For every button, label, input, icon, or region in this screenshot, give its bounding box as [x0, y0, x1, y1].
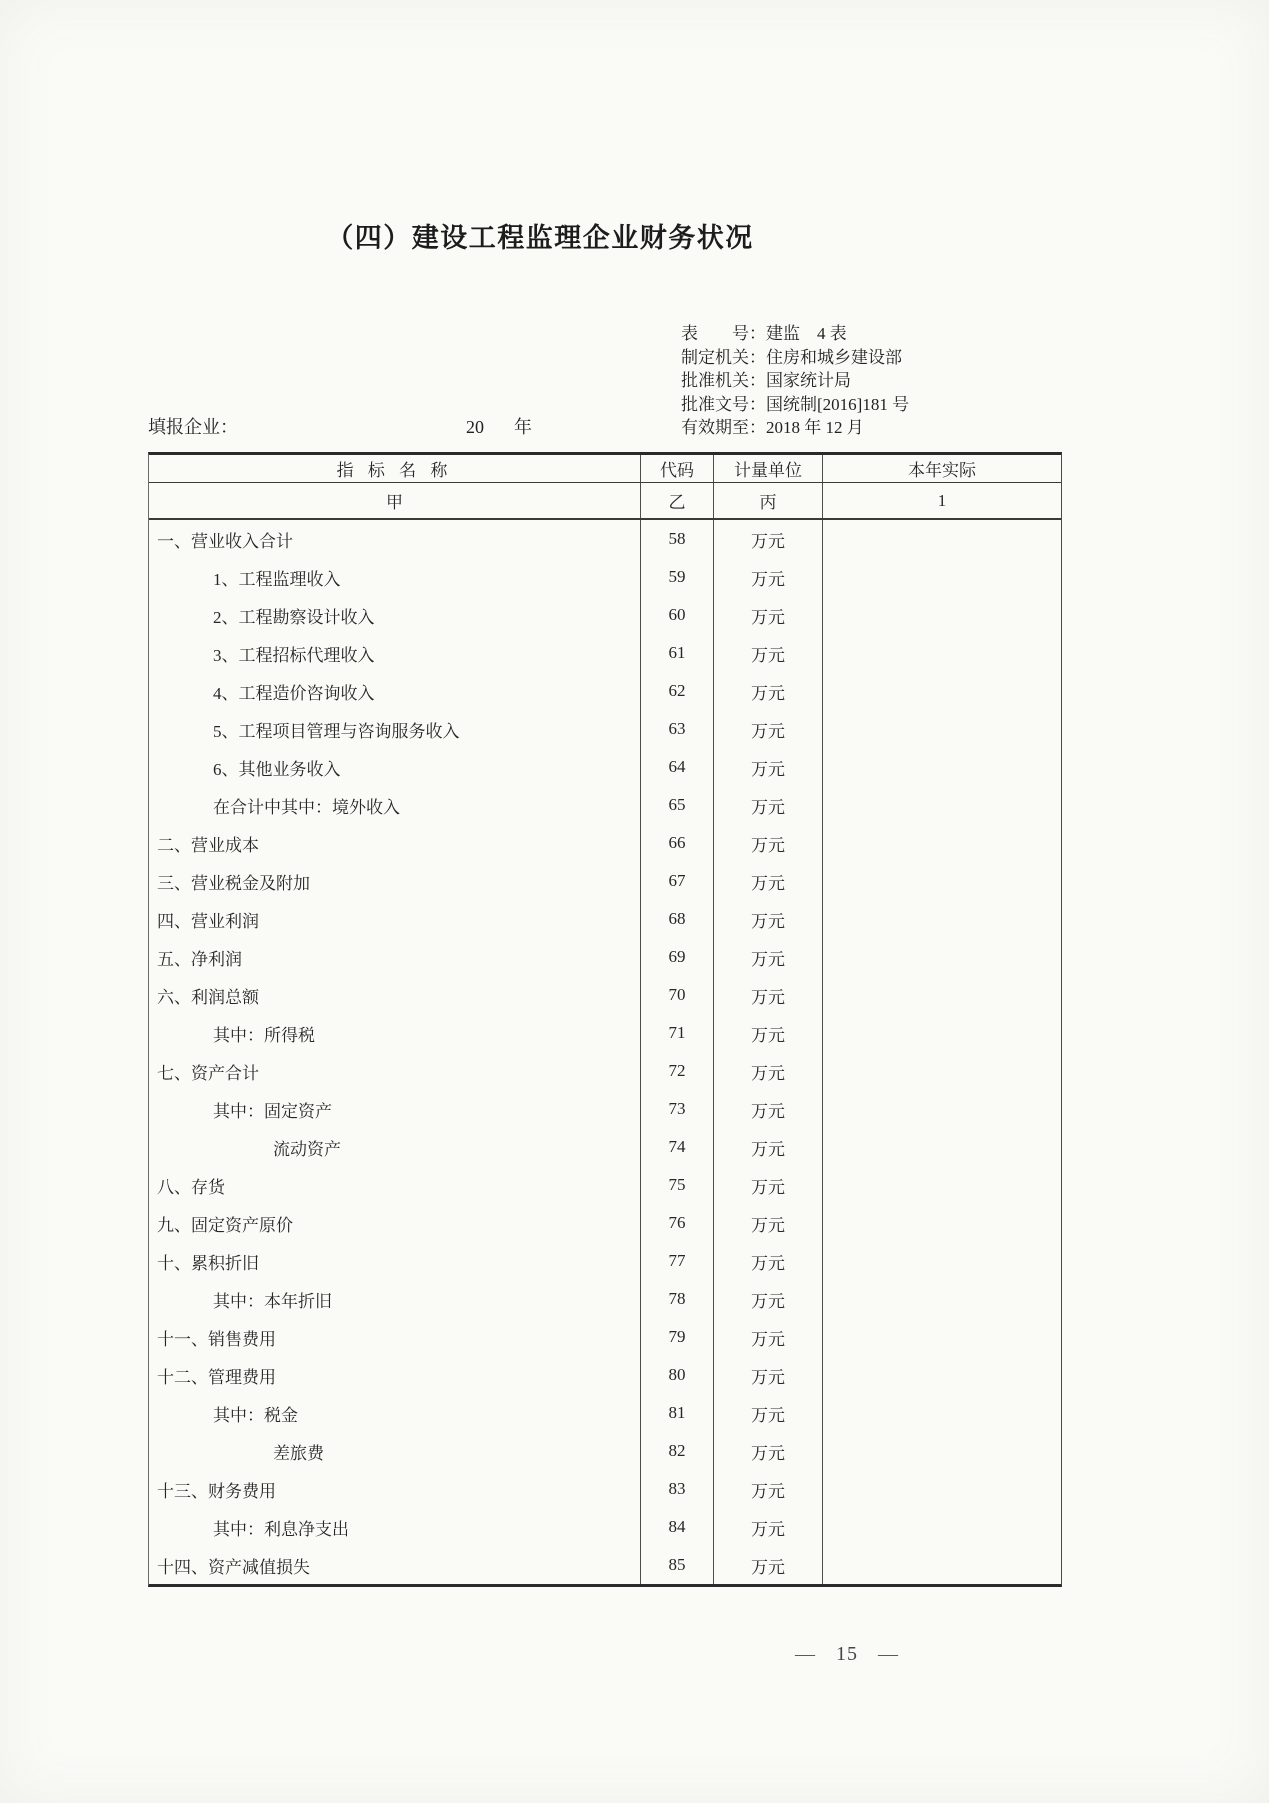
indicator-value: [822, 1242, 1061, 1280]
indicator-code: 64: [640, 748, 713, 786]
indicator-code: 71: [640, 1014, 713, 1052]
indicator-name: 其中：税金: [213, 1405, 298, 1425]
indicator-name: 差旅费: [273, 1443, 324, 1463]
indicator-value: [822, 824, 1061, 862]
col-header-indicator-name: 指 标 名 称: [336, 461, 453, 480]
indicator-code: 69: [640, 938, 713, 976]
key-cell-1: 1: [822, 483, 1061, 518]
indicator-name: 在合计中其中：境外收入: [213, 797, 400, 817]
col-header-current-year: 本年实际: [822, 455, 1061, 482]
indicator-unit: 万元: [713, 520, 822, 558]
indicator-name: 八、存货: [157, 1177, 225, 1197]
indicator-name: 三、营业税金及附加: [157, 873, 310, 893]
meta-value: 建监 4 表: [766, 324, 847, 343]
page-number: [795, 1643, 899, 1666]
table-row: [149, 1242, 1061, 1280]
indicator-value: [822, 596, 1061, 634]
filler-year-suffix: 年: [514, 417, 532, 437]
indicator-code: 72: [640, 1052, 713, 1090]
table-row: [149, 1090, 1061, 1128]
table-row: [149, 976, 1061, 1014]
indicator-code: 62: [640, 672, 713, 710]
indicator-code: 74: [640, 1128, 713, 1166]
table-row: [149, 1204, 1061, 1242]
indicator-value: [822, 862, 1061, 900]
indicator-code: 82: [640, 1432, 713, 1470]
indicator-name: 十一、销售费用: [157, 1329, 276, 1349]
table-row: [149, 596, 1061, 634]
indicator-unit: 万元: [713, 1204, 822, 1242]
indicator-code: 84: [640, 1508, 713, 1546]
page-title: （四）建设工程监理企业财务状况: [326, 223, 754, 253]
meta-value: 2018 年 12 月: [766, 418, 864, 437]
indicator-code: 66: [640, 824, 713, 862]
indicator-value: [822, 1508, 1061, 1546]
indicator-code: 61: [640, 634, 713, 672]
table-row: [149, 1470, 1061, 1508]
meta-line: [681, 369, 909, 393]
indicator-unit: 万元: [713, 1508, 822, 1546]
indicator-unit: 万元: [713, 1432, 822, 1470]
meta-value: 国统制[2016]181 号: [766, 394, 910, 414]
table-row: [149, 1508, 1061, 1546]
table-row: [149, 938, 1061, 976]
indicator-value: [822, 900, 1061, 938]
indicator-unit: 万元: [713, 938, 822, 976]
table-body: [149, 520, 1061, 1584]
indicator-name: 十四、资产减值损失: [157, 1557, 310, 1577]
indicator-value: [822, 520, 1061, 558]
indicator-value: [822, 1052, 1061, 1090]
indicator-unit: 万元: [713, 1394, 822, 1432]
page-number-value: 15: [836, 1643, 858, 1665]
indicator-code: 76: [640, 1204, 713, 1242]
indicator-value: [822, 748, 1061, 786]
indicator-code: 65: [640, 786, 713, 824]
indicator-name: 其中：所得税: [213, 1025, 315, 1045]
indicator-code: 81: [640, 1394, 713, 1432]
indicator-name: 五、净利润: [157, 949, 242, 969]
indicator-code: 83: [640, 1470, 713, 1508]
table-row: [149, 1128, 1061, 1166]
indicator-unit: 万元: [713, 1166, 822, 1204]
indicator-unit: 万元: [713, 1546, 822, 1584]
indicator-code: 78: [640, 1280, 713, 1318]
indicator-name: 1、工程监理收入: [213, 569, 341, 589]
table-row: [149, 862, 1061, 900]
indicator-name: 十、累积折旧: [157, 1253, 259, 1273]
indicator-code: 67: [640, 862, 713, 900]
indicator-name: 六、利润总额: [157, 987, 259, 1007]
indicator-name: 6、其他业务收入: [213, 759, 341, 779]
indicator-value: [822, 1166, 1061, 1204]
indicator-code: 80: [640, 1356, 713, 1394]
indicator-code: 68: [640, 900, 713, 938]
indicator-name: 二、营业成本: [157, 835, 259, 855]
indicator-name: 2、工程勘察设计收入: [213, 607, 375, 627]
table-key-row: [149, 483, 1061, 520]
indicator-value: [822, 1356, 1061, 1394]
indicator-unit: 万元: [713, 1242, 822, 1280]
page-number-dash-left: —: [795, 1643, 816, 1665]
meta-line: [681, 322, 909, 346]
indicator-name: 4、工程造价咨询收入: [213, 683, 375, 703]
indicator-unit: 万元: [713, 976, 822, 1014]
indicator-name: 四、营业利润: [157, 911, 259, 931]
form-meta: [681, 322, 909, 440]
key-cell-jia: 甲: [386, 493, 403, 512]
indicator-unit: 万元: [713, 862, 822, 900]
indicator-unit: 万元: [713, 558, 822, 596]
finance-table: [148, 452, 1062, 1587]
indicator-unit: 万元: [713, 1090, 822, 1128]
indicator-value: [822, 634, 1061, 672]
indicator-value: [822, 786, 1061, 824]
indicator-unit: 万元: [713, 748, 822, 786]
filler-line: [148, 413, 532, 439]
meta-line: [681, 346, 909, 370]
indicator-unit: 万元: [713, 824, 822, 862]
table-row: [149, 1280, 1061, 1318]
table-row: [149, 1394, 1061, 1432]
indicator-value: [822, 976, 1061, 1014]
col-header-code: 代码: [640, 455, 713, 482]
indicator-value: [822, 1128, 1061, 1166]
table-row: [149, 710, 1061, 748]
table-row: [149, 1432, 1061, 1470]
meta-label: 批准文号：: [681, 394, 766, 414]
table-row: [149, 558, 1061, 596]
page-number-dash-right: —: [878, 1643, 899, 1665]
indicator-code: 60: [640, 596, 713, 634]
indicator-value: [822, 558, 1061, 596]
indicator-name: 十三、财务费用: [157, 1481, 276, 1501]
table-row: [149, 786, 1061, 824]
meta-label: 批准机关：: [681, 371, 766, 390]
indicator-code: 79: [640, 1318, 713, 1356]
table-header-row: [149, 455, 1061, 483]
indicator-unit: 万元: [713, 1280, 822, 1318]
meta-line: [681, 393, 909, 417]
indicator-value: [822, 1546, 1061, 1584]
meta-line: [681, 416, 909, 440]
indicator-code: 85: [640, 1546, 713, 1584]
indicator-name: 一、营业收入合计: [157, 531, 293, 551]
indicator-value: [822, 672, 1061, 710]
indicator-name: 其中：固定资产: [213, 1101, 332, 1121]
table-row: [149, 1318, 1061, 1356]
indicator-name: 十二、管理费用: [157, 1367, 276, 1387]
indicator-value: [822, 1394, 1061, 1432]
indicator-unit: 万元: [713, 1470, 822, 1508]
table-row: [149, 1546, 1061, 1584]
indicator-unit: 万元: [713, 596, 822, 634]
key-cell-yi: 乙: [640, 483, 713, 518]
indicator-unit: 万元: [713, 634, 822, 672]
meta-label: 表 号：: [681, 324, 766, 343]
meta-label: 制定机关：: [681, 347, 766, 367]
table-row: [149, 824, 1061, 862]
indicator-value: [822, 1090, 1061, 1128]
table-row: [149, 1356, 1061, 1394]
table-row: [149, 1014, 1061, 1052]
indicator-unit: 万元: [713, 1014, 822, 1052]
indicator-unit: 万元: [713, 786, 822, 824]
indicator-code: 70: [640, 976, 713, 1014]
indicator-name: 其中：利息净支出: [213, 1519, 349, 1539]
indicator-name: 九、固定资产原价: [157, 1215, 293, 1235]
meta-label: 有效期至：: [681, 418, 766, 437]
indicator-value: [822, 1204, 1061, 1242]
table-row: [149, 1166, 1061, 1204]
indicator-unit: 万元: [713, 1356, 822, 1394]
col-header-unit: 计量单位: [713, 455, 822, 482]
table-row: [149, 900, 1061, 938]
table-row: [149, 634, 1061, 672]
indicator-name: 七、资产合计: [157, 1063, 259, 1083]
indicator-value: [822, 1014, 1061, 1052]
indicator-name: 其中：本年折旧: [213, 1291, 332, 1311]
indicator-unit: 万元: [713, 1318, 822, 1356]
indicator-name: 流动资产: [273, 1139, 341, 1159]
indicator-code: 73: [640, 1090, 713, 1128]
table-row: [149, 748, 1061, 786]
indicator-value: [822, 938, 1061, 976]
table-row: [149, 520, 1061, 558]
filler-label: 填报企业：: [148, 417, 238, 437]
indicator-value: [822, 1432, 1061, 1470]
indicator-value: [822, 1280, 1061, 1318]
indicator-unit: 万元: [713, 900, 822, 938]
indicator-code: 63: [640, 710, 713, 748]
indicator-unit: 万元: [713, 672, 822, 710]
indicator-code: 58: [640, 520, 713, 558]
indicator-code: 59: [640, 558, 713, 596]
meta-value: 国家统计局: [766, 371, 851, 390]
indicator-name: 5、工程项目管理与咨询服务收入: [213, 721, 460, 741]
table-row: [149, 1052, 1061, 1090]
filler-year: 20: [466, 417, 484, 437]
indicator-code: 77: [640, 1242, 713, 1280]
indicator-code: 75: [640, 1166, 713, 1204]
indicator-value: [822, 1470, 1061, 1508]
indicator-unit: 万元: [713, 710, 822, 748]
indicator-value: [822, 710, 1061, 748]
key-cell-bing: 丙: [713, 483, 822, 518]
indicator-name: 3、工程招标代理收入: [213, 645, 375, 665]
meta-value: 住房和城乡建设部: [766, 347, 902, 367]
table-row: [149, 672, 1061, 710]
indicator-unit: 万元: [713, 1128, 822, 1166]
indicator-unit: 万元: [713, 1052, 822, 1090]
indicator-value: [822, 1318, 1061, 1356]
